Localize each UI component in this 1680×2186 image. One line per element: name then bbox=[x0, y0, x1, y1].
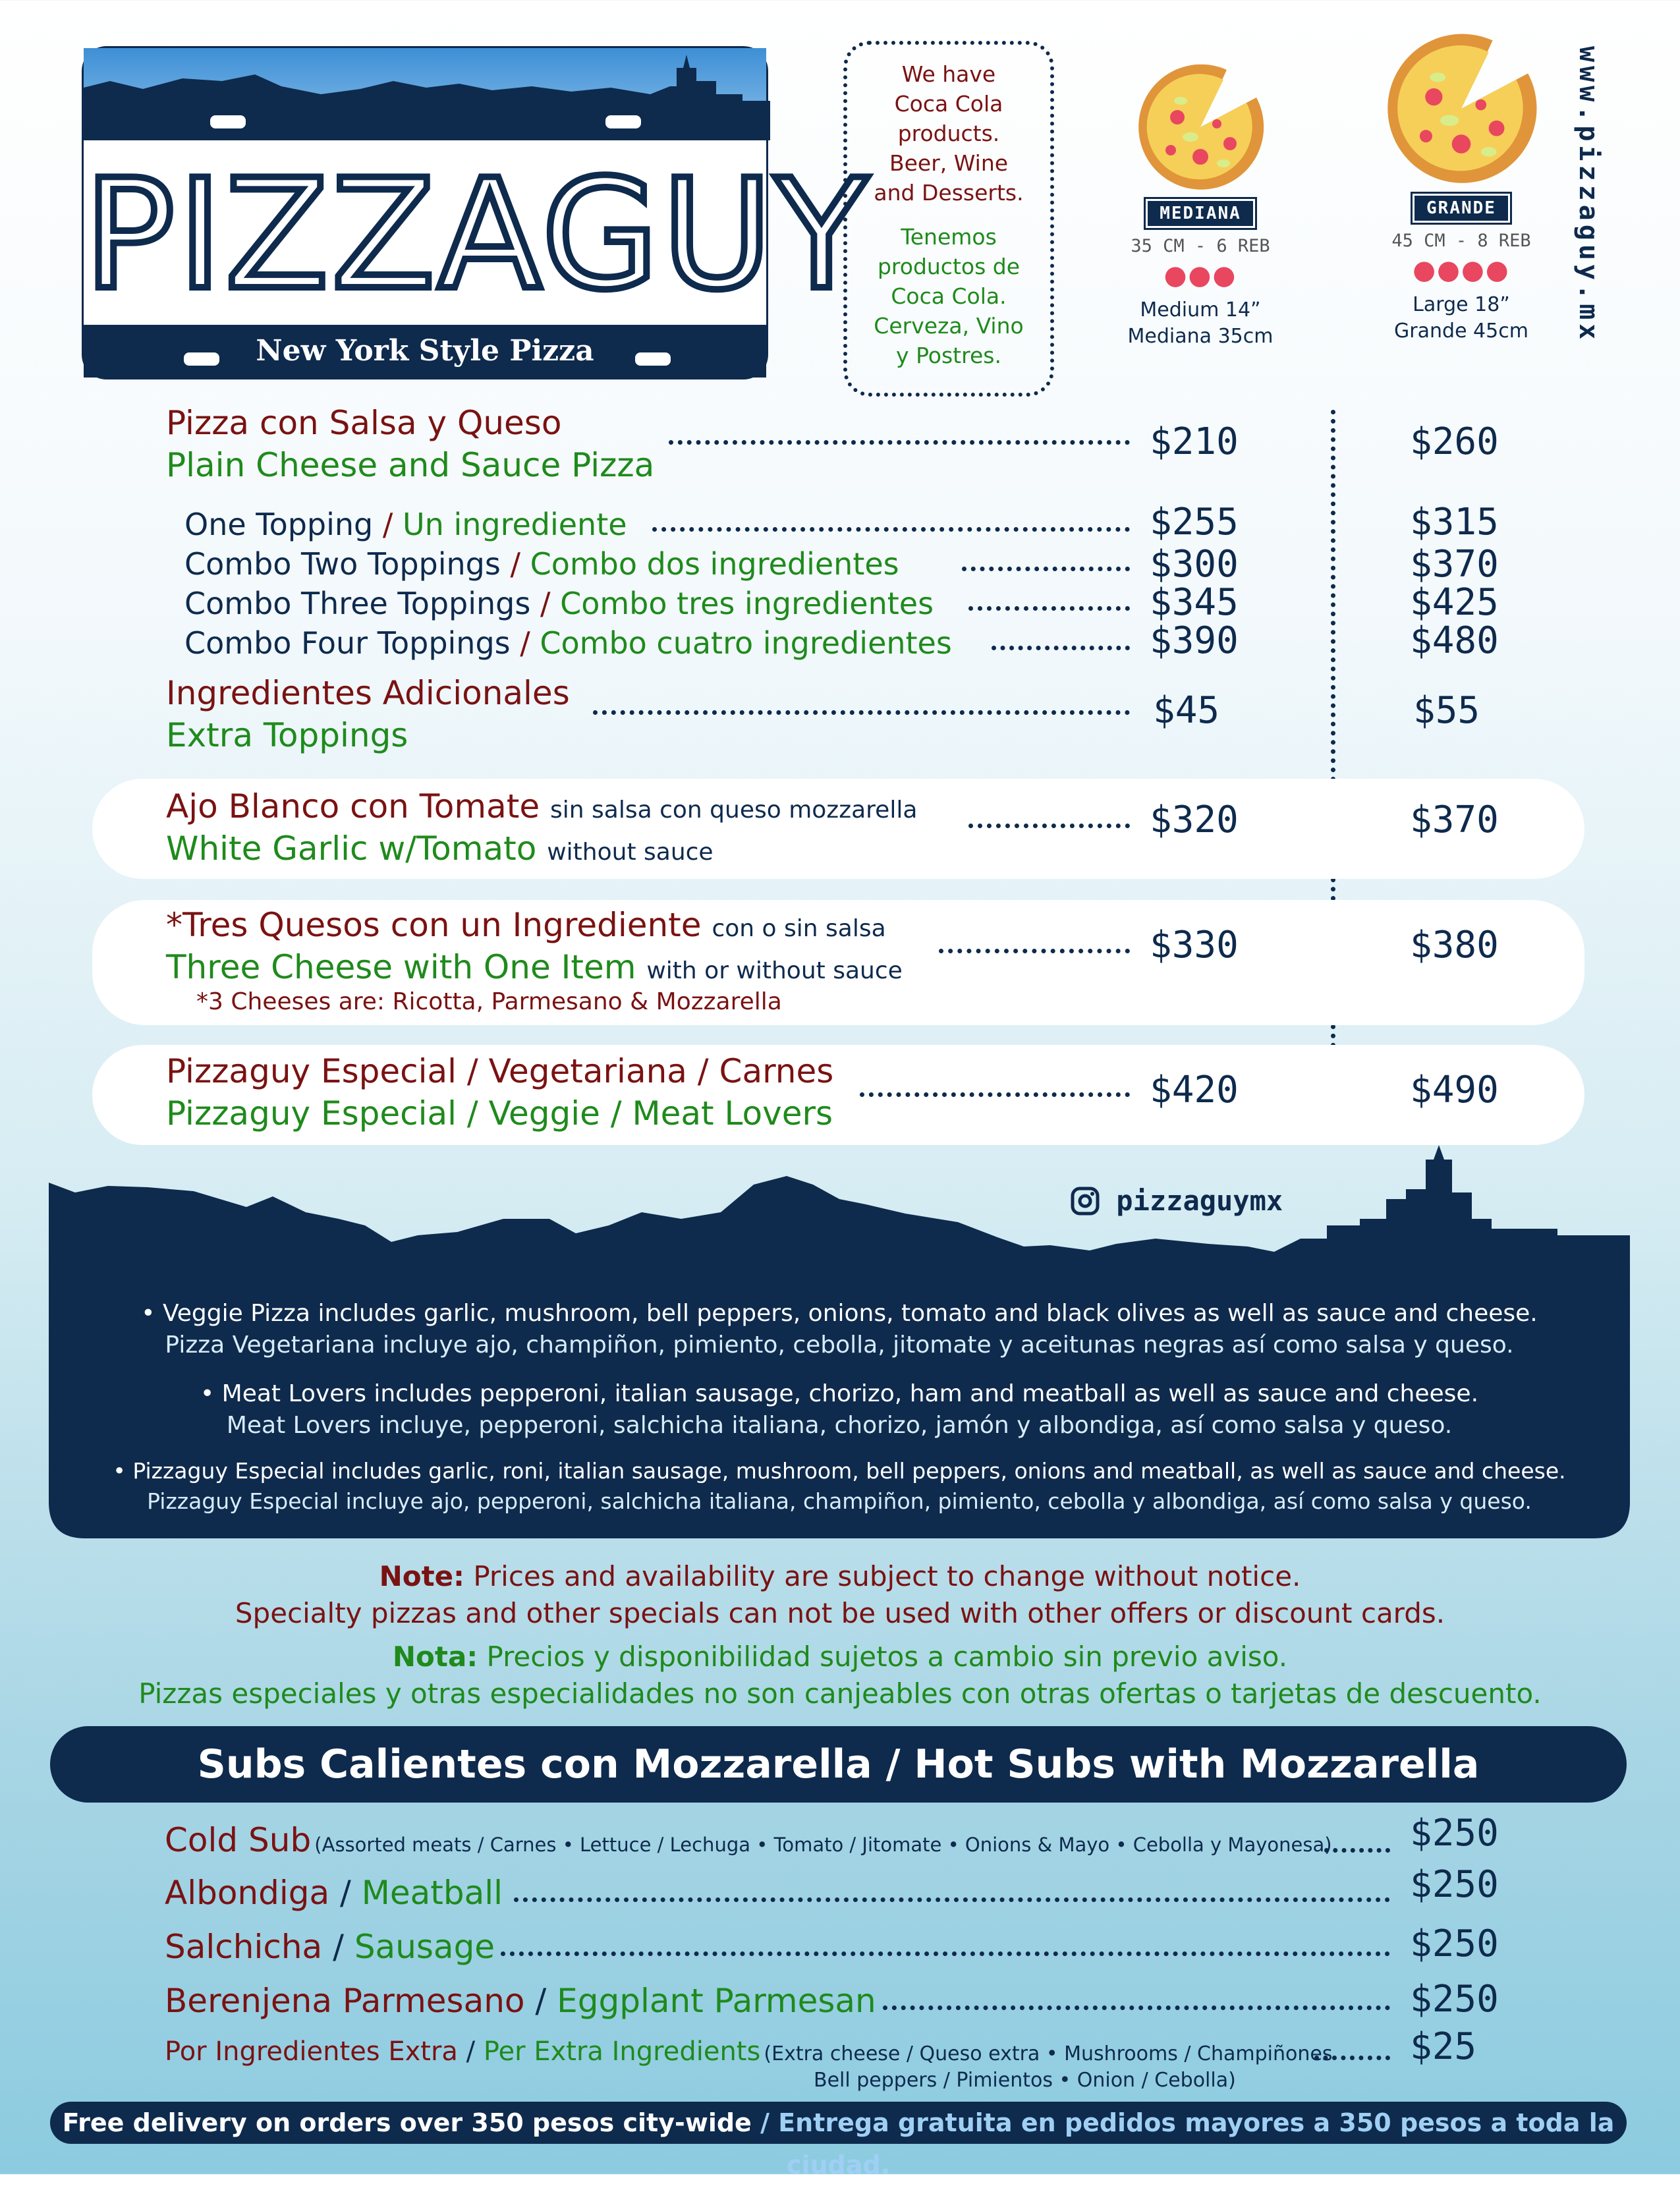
notice-line: y Postres. bbox=[896, 343, 1001, 368]
separator: / bbox=[322, 1928, 354, 1966]
topping-en: Combo Three Toppings bbox=[184, 586, 531, 621]
price-medium: $320 bbox=[1150, 799, 1239, 841]
nota-line: Precios y disponibilidad sujetos a cambio sin previo aviso. bbox=[478, 1640, 1288, 1673]
leader-dots bbox=[968, 824, 1130, 828]
sub-name-en: Sausage bbox=[354, 1928, 495, 1966]
leader-dots bbox=[1324, 1848, 1390, 1853]
logo-mountain-skyline bbox=[84, 48, 770, 140]
plate-hole bbox=[604, 114, 642, 130]
sub-extra-detail-2: Bell peppers / Pimientos • Onion / Cebolla) bbox=[814, 2069, 1236, 2092]
sub-detail: (Assorted meats / Carnes • Lettuce / Lechuga • Tomato / Jitomate • Onions & Mayo • Cebolla y Mayonesa) bbox=[314, 1834, 1332, 1856]
price-large: $490 bbox=[1410, 1069, 1499, 1111]
note-label: Note: bbox=[379, 1560, 464, 1592]
description-veggie bbox=[49, 1298, 1630, 1361]
size-large bbox=[1349, 26, 1573, 345]
topping-en: One Topping bbox=[184, 507, 374, 542]
leader-dots bbox=[962, 567, 1130, 571]
leader-dots bbox=[860, 1092, 1130, 1097]
separator: / bbox=[751, 2108, 779, 2137]
note-line: Prices and availability are subject to change without notice. bbox=[464, 1560, 1301, 1592]
special-es: Pizzaguy Especial / Vegetariana / Carnes bbox=[166, 1052, 834, 1090]
notice-line: Coca Cola bbox=[894, 91, 1003, 117]
price-large: $380 bbox=[1410, 924, 1499, 967]
price-medium: $330 bbox=[1150, 924, 1239, 967]
price-medium: $300 bbox=[1150, 543, 1239, 586]
nota-line: Pizzas especiales y otras especialidades no son canjeables con otras ofertas o tarjetas de descuento. bbox=[138, 1677, 1542, 1710]
leader-dots bbox=[501, 1951, 1390, 1956]
three-cheese-es: *Tres Quesos con un Ingrediente bbox=[166, 906, 702, 944]
size-spec: 35 CM - 6 REB bbox=[1131, 236, 1270, 256]
pizzaguy-logo bbox=[82, 46, 871, 379]
notice-line: and Desserts. bbox=[874, 180, 1024, 206]
sub-extra-es: Por Ingredientes Extra bbox=[165, 2036, 458, 2067]
topping-row bbox=[184, 584, 934, 623]
three-cheese-en: Three Cheese with One Item bbox=[166, 948, 636, 986]
topping-es: Combo dos ingredientes bbox=[530, 546, 899, 582]
sub-name-es: Salchicha bbox=[165, 1928, 323, 1966]
pizza-large-icon bbox=[1379, 26, 1544, 191]
description-es: Pizzaguy Especial incluye ajo, pepperoni, salchicha italiana, champiñon, pimiento, cebolla y albondiga, así como salsa y queso. bbox=[147, 1488, 1532, 1514]
garlic-es-note: sin salsa con queso mozzarella bbox=[550, 797, 918, 824]
leader-dots bbox=[968, 606, 1130, 611]
garlic-es: Ajo Blanco con Tomate bbox=[166, 787, 540, 826]
size-label-es: Mediana 35cm bbox=[1127, 325, 1274, 348]
notice-line: We have bbox=[901, 61, 996, 87]
size-ribbon: MEDIANA bbox=[1146, 199, 1255, 228]
sub-name-es: Berenjena Parmesano bbox=[165, 1982, 525, 2020]
separator: / bbox=[510, 546, 520, 582]
sub-extra-en: Per Extra Ingredients bbox=[483, 2036, 761, 2067]
leader-dots bbox=[992, 646, 1130, 650]
price-large: $55 bbox=[1413, 689, 1480, 732]
delivery-en: Free delivery on orders over 350 pesos city-wide bbox=[62, 2108, 752, 2137]
extra-toppings-en: Extra Toppings bbox=[166, 716, 408, 754]
separator: / bbox=[540, 586, 551, 621]
topping-row bbox=[184, 505, 627, 544]
extra-toppings-es: Ingredientes Adicionales bbox=[166, 674, 570, 712]
pricing-notes bbox=[0, 1558, 1680, 1712]
subs-section-title: Subs Calientes con Mozzarella / Hot Subs with Mozzarella bbox=[50, 1726, 1627, 1803]
note-line: Specialty pizzas and other specials can not be used with other offers or discount cards. bbox=[235, 1597, 1445, 1629]
description-en: • Meat Lovers includes pepperoni, italian sausage, chorizo, ham and meatball as well as sauce and cheese. bbox=[200, 1380, 1479, 1407]
garlic-en-note: without sauce bbox=[547, 839, 714, 866]
size-label-en: Medium 14” bbox=[1140, 298, 1261, 322]
size-label-es: Grande 45cm bbox=[1394, 320, 1528, 343]
price-medium: $420 bbox=[1150, 1069, 1239, 1111]
topping-en: Combo Two Toppings bbox=[184, 546, 501, 582]
special-en: Pizzaguy Especial / Veggie / Meat Lovers bbox=[166, 1094, 833, 1133]
website-url[interactable]: www.pizzaguy.mx bbox=[1573, 46, 1604, 344]
size-label-en: Large 18” bbox=[1413, 293, 1510, 316]
separator: / bbox=[524, 1982, 557, 2020]
sub-price: $250 bbox=[1410, 1812, 1499, 1855]
leader-dots bbox=[939, 949, 1130, 953]
three-cheese-en-note: with or without sauce bbox=[646, 957, 903, 984]
leader-dots bbox=[593, 710, 1130, 715]
size-medium bbox=[1088, 58, 1312, 350]
sub-cold bbox=[165, 1817, 1332, 1871]
nota-label: Nota: bbox=[392, 1640, 478, 1673]
three-cheese-en-line bbox=[166, 946, 903, 992]
size-ribbon: GRANDE bbox=[1413, 194, 1510, 223]
price-large: $370 bbox=[1410, 799, 1499, 841]
separator: / bbox=[329, 1874, 362, 1912]
sub-price: $25 bbox=[1410, 2025, 1477, 2068]
plate-hole bbox=[209, 114, 247, 130]
price-large: $425 bbox=[1410, 581, 1499, 624]
plate-hole bbox=[634, 351, 672, 367]
instagram-text: pizzaguymx bbox=[1116, 1185, 1283, 1217]
leader-dots bbox=[652, 527, 1130, 532]
sub-extra-detail: (Extra cheese / Queso extra • Mushrooms / Champiñones bbox=[764, 2042, 1333, 2065]
price-large: $370 bbox=[1410, 543, 1499, 586]
price-large: $260 bbox=[1410, 420, 1499, 463]
logo-tagline: New York Style Pizza bbox=[84, 325, 766, 378]
garlic-es-line bbox=[166, 785, 917, 831]
separator: / bbox=[382, 507, 393, 542]
sub-name-es: Albondiga bbox=[165, 1874, 330, 1912]
people-icon: ●●● bbox=[1163, 260, 1237, 291]
notice-line: Beer, Wine bbox=[889, 150, 1009, 176]
instagram-icon bbox=[1071, 1187, 1100, 1216]
topping-row bbox=[184, 623, 952, 663]
sub-sausage bbox=[165, 1924, 495, 1970]
leader-dots bbox=[514, 1897, 1390, 1902]
delivery-banner bbox=[50, 2102, 1627, 2179]
description-es: Meat Lovers incluye, pepperoni, salchicha italiana, chorizo, jamón y albondiga, así como salsa y queso. bbox=[226, 1412, 1453, 1439]
description-meat-lovers bbox=[49, 1378, 1630, 1442]
three-cheese-es-line bbox=[166, 904, 886, 950]
pizza-medium-icon bbox=[1131, 58, 1270, 196]
sub-eggplant bbox=[165, 1978, 876, 2024]
size-spec: 45 CM - 8 REB bbox=[1391, 231, 1531, 251]
notice-line: products. bbox=[897, 121, 1000, 146]
description-en: • Veggie Pizza includes garlic, mushroom, bell peppers, onions, tomato and black olives as well as sauce and cheese. bbox=[141, 1300, 1538, 1327]
topping-row bbox=[184, 544, 899, 584]
plain-pizza-en: Plain Cheese and Sauce Pizza bbox=[166, 446, 655, 484]
price-medium: $345 bbox=[1150, 581, 1239, 624]
sub-meatball bbox=[165, 1870, 503, 1916]
sub-price: $250 bbox=[1410, 1863, 1499, 1906]
three-cheese-es-note: con o sin salsa bbox=[712, 915, 886, 942]
price-large: $480 bbox=[1410, 619, 1499, 662]
price-medium: $390 bbox=[1150, 619, 1239, 662]
delivery-es: Entrega gratuita en pedidos mayores a 350 pesos a toda la ciudad. bbox=[778, 2108, 1615, 2179]
garlic-en: White Garlic w/Tomato bbox=[166, 829, 537, 868]
instagram-handle[interactable] bbox=[1071, 1185, 1283, 1217]
price-medium: $45 bbox=[1153, 689, 1220, 732]
notice-english bbox=[847, 59, 1050, 208]
notice-line: Coca Cola. bbox=[891, 283, 1007, 309]
sub-name: Cold Sub bbox=[165, 1821, 312, 1859]
logo-wordmark: PIZZAGUY bbox=[84, 148, 871, 323]
topping-es: Un ingrediente bbox=[403, 507, 627, 542]
sub-name-en: Meatball bbox=[361, 1874, 503, 1912]
topping-es: Combo cuatro ingredientes bbox=[540, 625, 952, 661]
plate-hole bbox=[182, 351, 221, 367]
plain-pizza-es: Pizza con Salsa y Queso bbox=[166, 404, 562, 442]
leader-dots bbox=[669, 440, 1130, 445]
price-large: $315 bbox=[1410, 501, 1499, 544]
leader-dots bbox=[1314, 2056, 1390, 2060]
topping-en: Combo Four Toppings bbox=[184, 625, 511, 661]
sub-price: $250 bbox=[1410, 1978, 1499, 2021]
sub-name-en: Eggplant Parmesan bbox=[557, 1982, 876, 2020]
cheese-footnote: *3 Cheeses are: Ricotta, Parmesano & Mozzarella bbox=[196, 988, 782, 1015]
notice-line: Tenemos bbox=[901, 224, 997, 250]
price-medium: $255 bbox=[1150, 501, 1239, 544]
separator: / bbox=[520, 625, 530, 661]
people-icon: ●●●● bbox=[1413, 255, 1510, 285]
topping-es: Combo tres ingredientes bbox=[560, 586, 934, 621]
notice-line: productos de bbox=[877, 254, 1021, 279]
notice-line: Cerveza, Vino bbox=[874, 313, 1024, 339]
description-especial bbox=[49, 1456, 1630, 1517]
sub-price: $250 bbox=[1410, 1922, 1499, 1965]
pizza-descriptions-panel bbox=[49, 1173, 1630, 1545]
garlic-en-line bbox=[166, 827, 714, 874]
products-notice bbox=[843, 41, 1054, 397]
description-es: Pizza Vegetariana incluye ajo, champiñon, pimiento, cebolla, jitomate y aceitunas negras así como salsa y queso. bbox=[165, 1331, 1514, 1359]
notice-spanish bbox=[847, 222, 1050, 370]
price-medium: $210 bbox=[1150, 420, 1239, 463]
separator: / bbox=[457, 2036, 484, 2067]
description-en: • Pizzaguy Especial includes garlic, roni, italian sausage, mushroom, bell peppers, onions and meatball, as well as sauce and cheese. bbox=[113, 1458, 1566, 1484]
leader-dots bbox=[883, 2005, 1390, 2010]
